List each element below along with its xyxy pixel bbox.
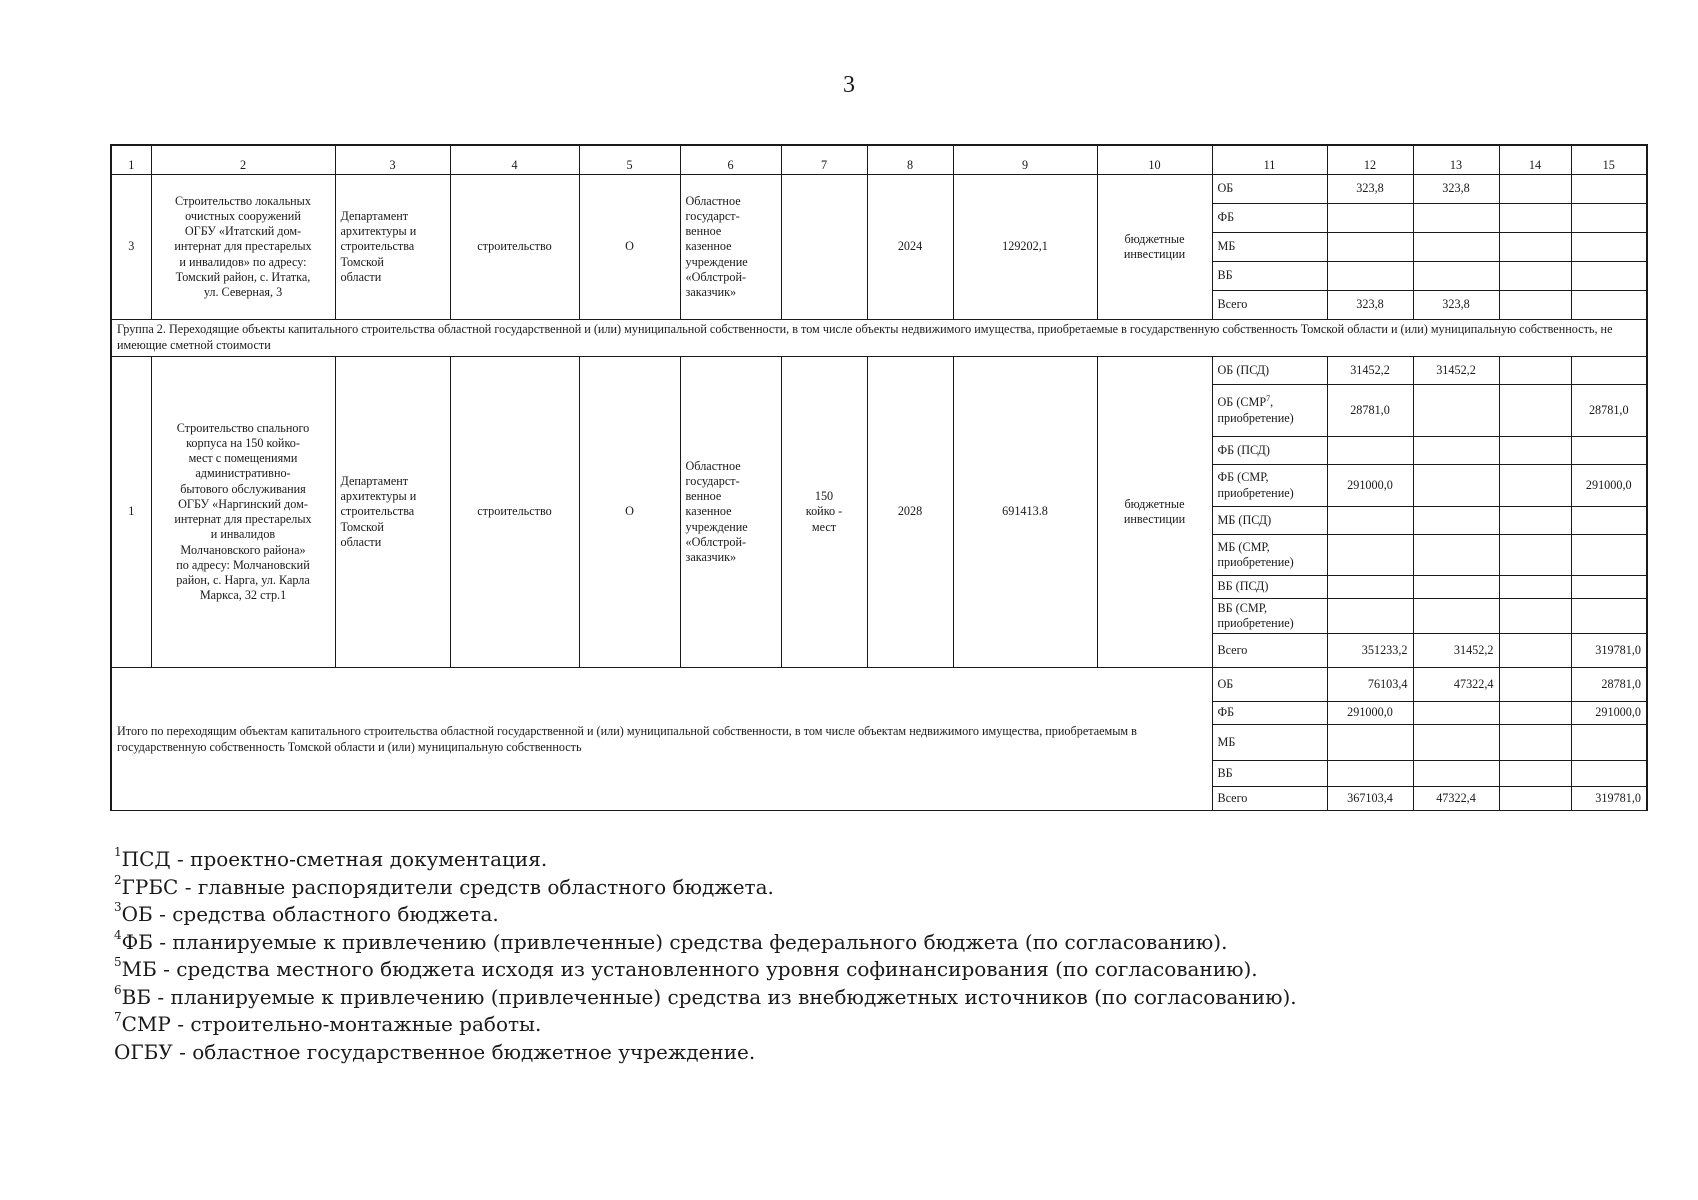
col-number-header: 5 (579, 145, 680, 175)
funding-value (1571, 233, 1647, 262)
footnote-text: СМР - строительно-монтажные работы. (121, 1012, 542, 1036)
funding-value (1499, 634, 1571, 668)
funding-value: 323,8 (1413, 291, 1499, 320)
funding-source: Всего (1212, 634, 1327, 668)
footnote-mark: 4 (114, 927, 122, 942)
funding-value (1571, 507, 1647, 535)
col-number-header: 2 (151, 145, 335, 175)
funding-value: 323,8 (1413, 175, 1499, 204)
funding-value: 31452,2 (1413, 634, 1499, 668)
funding-value: 291000,0 (1327, 702, 1413, 725)
footnote-text: ПСД - проектно-сметная документация. (121, 847, 548, 871)
funding-source: МБ (СМР, приобретение) (1212, 535, 1327, 576)
funding-value (1327, 204, 1413, 233)
footnote-text: ГРБС - главные распорядители средств областного бюджета. (121, 874, 774, 899)
funding-source: ОБ (1212, 668, 1327, 702)
funding-source (1212, 385, 1327, 437)
funding-source: МБ (1212, 725, 1327, 761)
funding-value: 323,8 (1327, 291, 1413, 320)
funding-value: 291000,0 (1571, 702, 1647, 725)
funding-value (1413, 507, 1499, 535)
funding-value (1413, 385, 1499, 437)
funding-value (1413, 535, 1499, 576)
funding-value (1413, 204, 1499, 233)
footnote-mark: 3 (114, 900, 122, 915)
col-number-header: 3 (335, 145, 450, 175)
funding-source: ВБ (1212, 761, 1327, 787)
funding-value (1413, 761, 1499, 787)
footnote-mark: 1 (114, 845, 122, 860)
funding-value (1499, 262, 1571, 291)
col-number-header: 7 (781, 145, 867, 175)
funding-value (1413, 465, 1499, 507)
funding-source: ВБ (ПСД) (1212, 576, 1327, 599)
funding-value (1499, 761, 1571, 787)
funding-value (1499, 702, 1571, 725)
funding-source: ВБ (СМР, приобретение) (1212, 599, 1327, 634)
object-number: 1 (111, 357, 151, 668)
footnote (114, 984, 1594, 1012)
col-number-header: 8 (867, 145, 953, 175)
object-capacity: 150 койко - мест (781, 357, 867, 668)
col-number-header: 13 (1413, 145, 1499, 175)
col-number-header: 14 (1499, 145, 1571, 175)
object-cost: 691413.8 (953, 357, 1097, 668)
col-number-header: 11 (1212, 145, 1327, 175)
funding-value (1413, 725, 1499, 761)
funding-source: ФБ (СМР, приобретение) (1212, 465, 1327, 507)
funding-value (1499, 725, 1571, 761)
footnote-mark: 7 (1266, 394, 1271, 404)
funding-value (1499, 668, 1571, 702)
funding-value (1499, 787, 1571, 811)
footnote-text: ОГБУ - областное государственное бюджетное учреждение. (114, 1039, 756, 1064)
footnote-mark: 7 (114, 1010, 122, 1025)
column-number-row (111, 145, 1647, 175)
funding-value (1571, 262, 1647, 291)
funding-source: МБ (ПСД) (1212, 507, 1327, 535)
group-heading-row (111, 320, 1647, 357)
object-customer: Областное государст- венное казенное учреждение «Облстрой- заказчик» (680, 357, 781, 668)
funding-value (1499, 204, 1571, 233)
object-name: Строительство спального корпуса на 150 койко- мест с помещениями административно- бытового обслуживания ОГБУ «Наргинский дом- интернат для престарелых и инвалидов Молчановского района» по адресу: Молчановский район, с. Нарга, ул. Карла Маркса, 32 стр.1 (151, 357, 335, 668)
funding-value (1571, 725, 1647, 761)
funding-value: 319781,0 (1571, 634, 1647, 668)
funding-source-text: ОБ (СМР (1217, 395, 1267, 410)
funding-value (1327, 761, 1413, 787)
funding-value (1499, 385, 1571, 437)
total-label: Итого по переходящим объектам капитального строительства областной государственной и (или) муниципальной собственности, в том числе объектам недвижимого имущества, приобретаемым в государственную собственность Томской области и (или) муниципальную собственность (111, 668, 1212, 811)
funding-value: 76103,4 (1327, 668, 1413, 702)
footnote-mark: 2 (114, 872, 122, 887)
funding-value: 291000,0 (1571, 465, 1647, 507)
funding-source: ОБ (1212, 175, 1327, 204)
funding-value (1327, 262, 1413, 291)
funding-value (1571, 576, 1647, 599)
object-year: 2024 (867, 175, 953, 320)
footnote (114, 901, 1594, 929)
object-funding-form: бюджетные инвестиции (1097, 175, 1212, 320)
table-row (111, 668, 1647, 702)
funding-value (1327, 576, 1413, 599)
group-2-heading: Группа 2. Переходящие объекты капитального строительства областной государственной и (или) муниципальной собственности, в том числе объекты недвижимого имущества, приобретаемые в государственную собственность Томской области и (или) муниципальную собственность, не имеющие сметной стоимости (111, 320, 1647, 357)
funding-source: ФБ (1212, 204, 1327, 233)
footnote-mark: 5 (114, 955, 122, 970)
object-ownership: О (579, 175, 680, 320)
col-number-header: 9 (953, 145, 1097, 175)
funding-value: 291000,0 (1327, 465, 1413, 507)
funding-value (1413, 437, 1499, 465)
funding-value (1499, 576, 1571, 599)
funding-value (1413, 262, 1499, 291)
funding-value (1413, 233, 1499, 262)
funding-value (1499, 599, 1571, 634)
col-number-header: 4 (450, 145, 579, 175)
object-year: 2028 (867, 357, 953, 668)
funding-value: 28781,0 (1571, 385, 1647, 437)
funding-value (1327, 507, 1413, 535)
funding-source-text: , приобретение) (1217, 395, 1294, 425)
col-number-header: 12 (1327, 145, 1413, 175)
object-grbs: Департамент архитектуры и строительства Томской области (335, 357, 450, 668)
capital-construction-table (110, 144, 1648, 811)
col-number-header: 15 (1571, 145, 1647, 175)
object-ownership: О (579, 357, 680, 668)
col-number-header: 1 (111, 145, 151, 175)
funding-value (1499, 507, 1571, 535)
object-customer: Областное государст- венное казенное учреждение «Облстрой- заказчик» (680, 175, 781, 320)
funding-source: ВБ (1212, 262, 1327, 291)
funding-value (1571, 761, 1647, 787)
funding-value (1327, 599, 1413, 634)
funding-value (1413, 576, 1499, 599)
funding-value: 323,8 (1327, 175, 1413, 204)
footnote-text: ФБ - планируемые к привлечению (привлеченные) средства федерального бюджета (по согласованию). (121, 929, 1228, 954)
col-number-header: 6 (680, 145, 781, 175)
funding-source: ОБ (ПСД) (1212, 357, 1327, 385)
object-funding-form: бюджетные инвестиции (1097, 357, 1212, 668)
funding-source: ФБ (1212, 702, 1327, 725)
funding-value (1571, 357, 1647, 385)
funding-value (1327, 725, 1413, 761)
funding-value (1327, 233, 1413, 262)
object-name: Строительство локальных очистных сооружений ОГБУ «Итатский дом- интернат для престарелых и инвалидов» по адресу: Томский район, с. Итатка, ул. Северная, 3 (151, 175, 335, 320)
funding-value: 31452,2 (1413, 357, 1499, 385)
funding-value (1499, 357, 1571, 385)
funding-value (1499, 233, 1571, 262)
funding-value: 351233,2 (1327, 634, 1413, 668)
funding-value (1413, 702, 1499, 725)
funding-value (1571, 535, 1647, 576)
funding-value (1413, 599, 1499, 634)
funding-value (1571, 291, 1647, 320)
funding-value (1499, 175, 1571, 204)
funding-source: МБ (1212, 233, 1327, 262)
funding-source: Всего (1212, 787, 1327, 811)
footnote-mark: 6 (114, 982, 122, 997)
footnotes (114, 846, 1594, 1066)
funding-value: 367103,4 (1327, 787, 1413, 811)
funding-value: 47322,4 (1413, 787, 1499, 811)
funding-value (1571, 204, 1647, 233)
footnote (114, 1011, 1594, 1039)
funding-value (1327, 535, 1413, 576)
object-number: 3 (111, 175, 151, 320)
object-cost: 129202,1 (953, 175, 1097, 320)
funding-value: 319781,0 (1571, 787, 1647, 811)
funding-source: Всего (1212, 291, 1327, 320)
funding-source: ФБ (ПСД) (1212, 437, 1327, 465)
footnote (114, 956, 1594, 984)
funding-value (1499, 535, 1571, 576)
footnote-text: ОБ - средства областного бюджета. (121, 902, 499, 926)
col-number-header: 10 (1097, 145, 1212, 175)
footnote (114, 1039, 1594, 1067)
funding-value (1327, 437, 1413, 465)
funding-value: 28781,0 (1327, 385, 1413, 437)
object-type: строительство (450, 175, 579, 320)
footnote (114, 846, 1594, 874)
funding-value: 28781,0 (1571, 668, 1647, 702)
object-grbs: Департамент архитектуры и строительства Томской области (335, 175, 450, 320)
funding-value (1499, 437, 1571, 465)
footnote-text: ВБ - планируемые к привлечению (привлеченные) средства из внебюджетных источников (по согласованию). (121, 984, 1297, 1009)
funding-value (1571, 437, 1647, 465)
object-capacity (781, 175, 867, 320)
footnote (114, 874, 1594, 902)
funding-value: 47322,4 (1413, 668, 1499, 702)
table-row (111, 357, 1647, 385)
funding-value (1499, 291, 1571, 320)
page-number: 3 (843, 72, 855, 98)
funding-value: 31452,2 (1327, 357, 1413, 385)
object-type: строительство (450, 357, 579, 668)
funding-value (1571, 175, 1647, 204)
table-row (111, 175, 1647, 204)
funding-value (1499, 465, 1571, 507)
footnote (114, 929, 1594, 957)
funding-value (1571, 599, 1647, 634)
footnote-text: МБ - средства местного бюджета исходя из установленного уровня софинансирования (по согласованию). (121, 957, 1258, 981)
